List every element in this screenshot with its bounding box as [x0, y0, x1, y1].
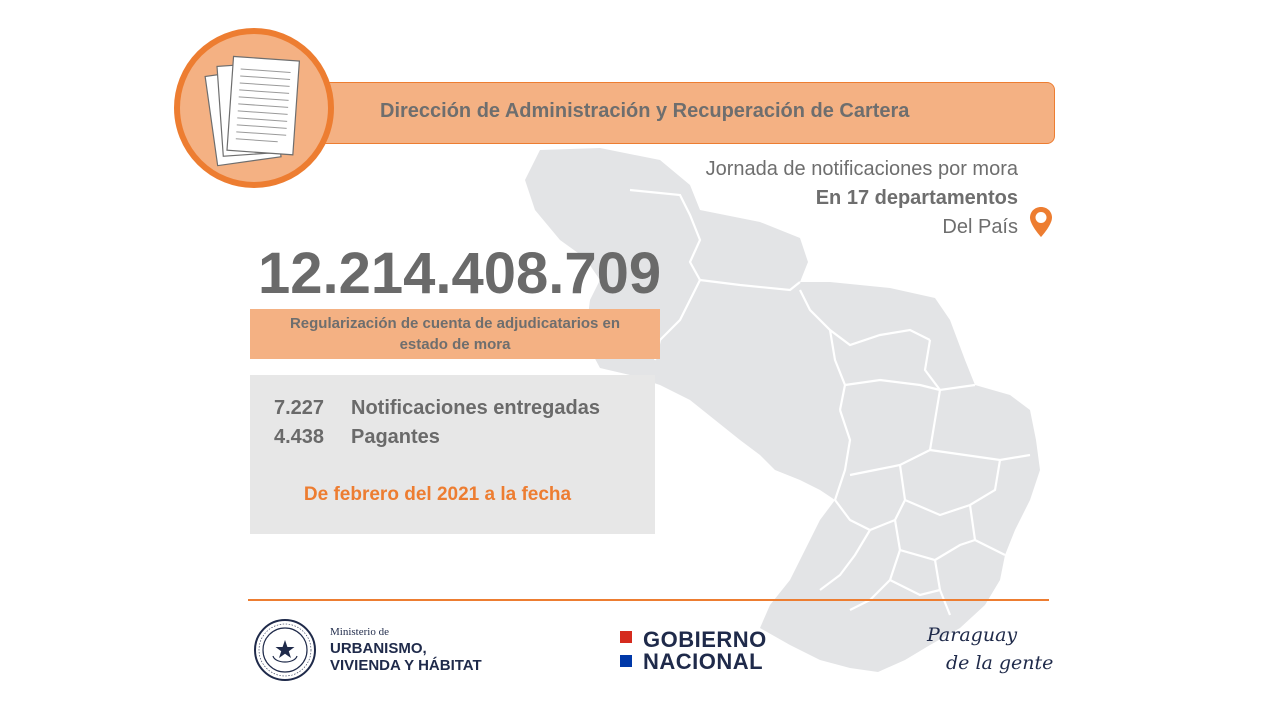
amount-label: Regularización de cuenta de adjudicatarios en estado de mora: [250, 309, 660, 359]
slogan-line-1: Paraguay: [927, 624, 1018, 646]
stat-value-notifications: 7.227: [274, 397, 325, 419]
gov-line-1: GOBIERNO: [643, 627, 767, 652]
ministry-prefix: Ministerio de: [330, 626, 389, 638]
subtitle-line-2: En 17 departamentos: [815, 187, 1018, 209]
subtitle-line-3: Del País: [942, 216, 1018, 238]
stat-value-payers: 4.438: [274, 426, 325, 448]
flag-blue-square: [620, 655, 632, 667]
date-range: De febrero del 2021 a la fecha: [303, 484, 572, 505]
documents-icon: [180, 34, 328, 182]
footer-divider: [248, 599, 1049, 601]
ministry-name-line-2: VIVIENDA Y HÁBITAT: [330, 657, 482, 674]
stat-label-payers: Pagantes: [351, 426, 440, 448]
stat-label-notifications: Notificaciones entregadas: [351, 397, 600, 419]
documents-icon-circle: [174, 28, 334, 188]
flag-red-square: [620, 631, 632, 643]
subtitle-line-1: Jornada de notificaciones por mora: [705, 158, 1018, 180]
location-pin-icon: [1028, 205, 1054, 239]
total-amount: 12.214.408.709: [258, 241, 662, 306]
banner-title: Dirección de Administración y Recuperación de Cartera: [380, 100, 910, 122]
national-seal-icon: [253, 618, 317, 682]
gov-line-2: NACIONAL: [643, 649, 764, 674]
slogan-line-2: de la gente: [946, 652, 1054, 674]
ministry-name-line-1: URBANISMO,: [330, 640, 427, 657]
